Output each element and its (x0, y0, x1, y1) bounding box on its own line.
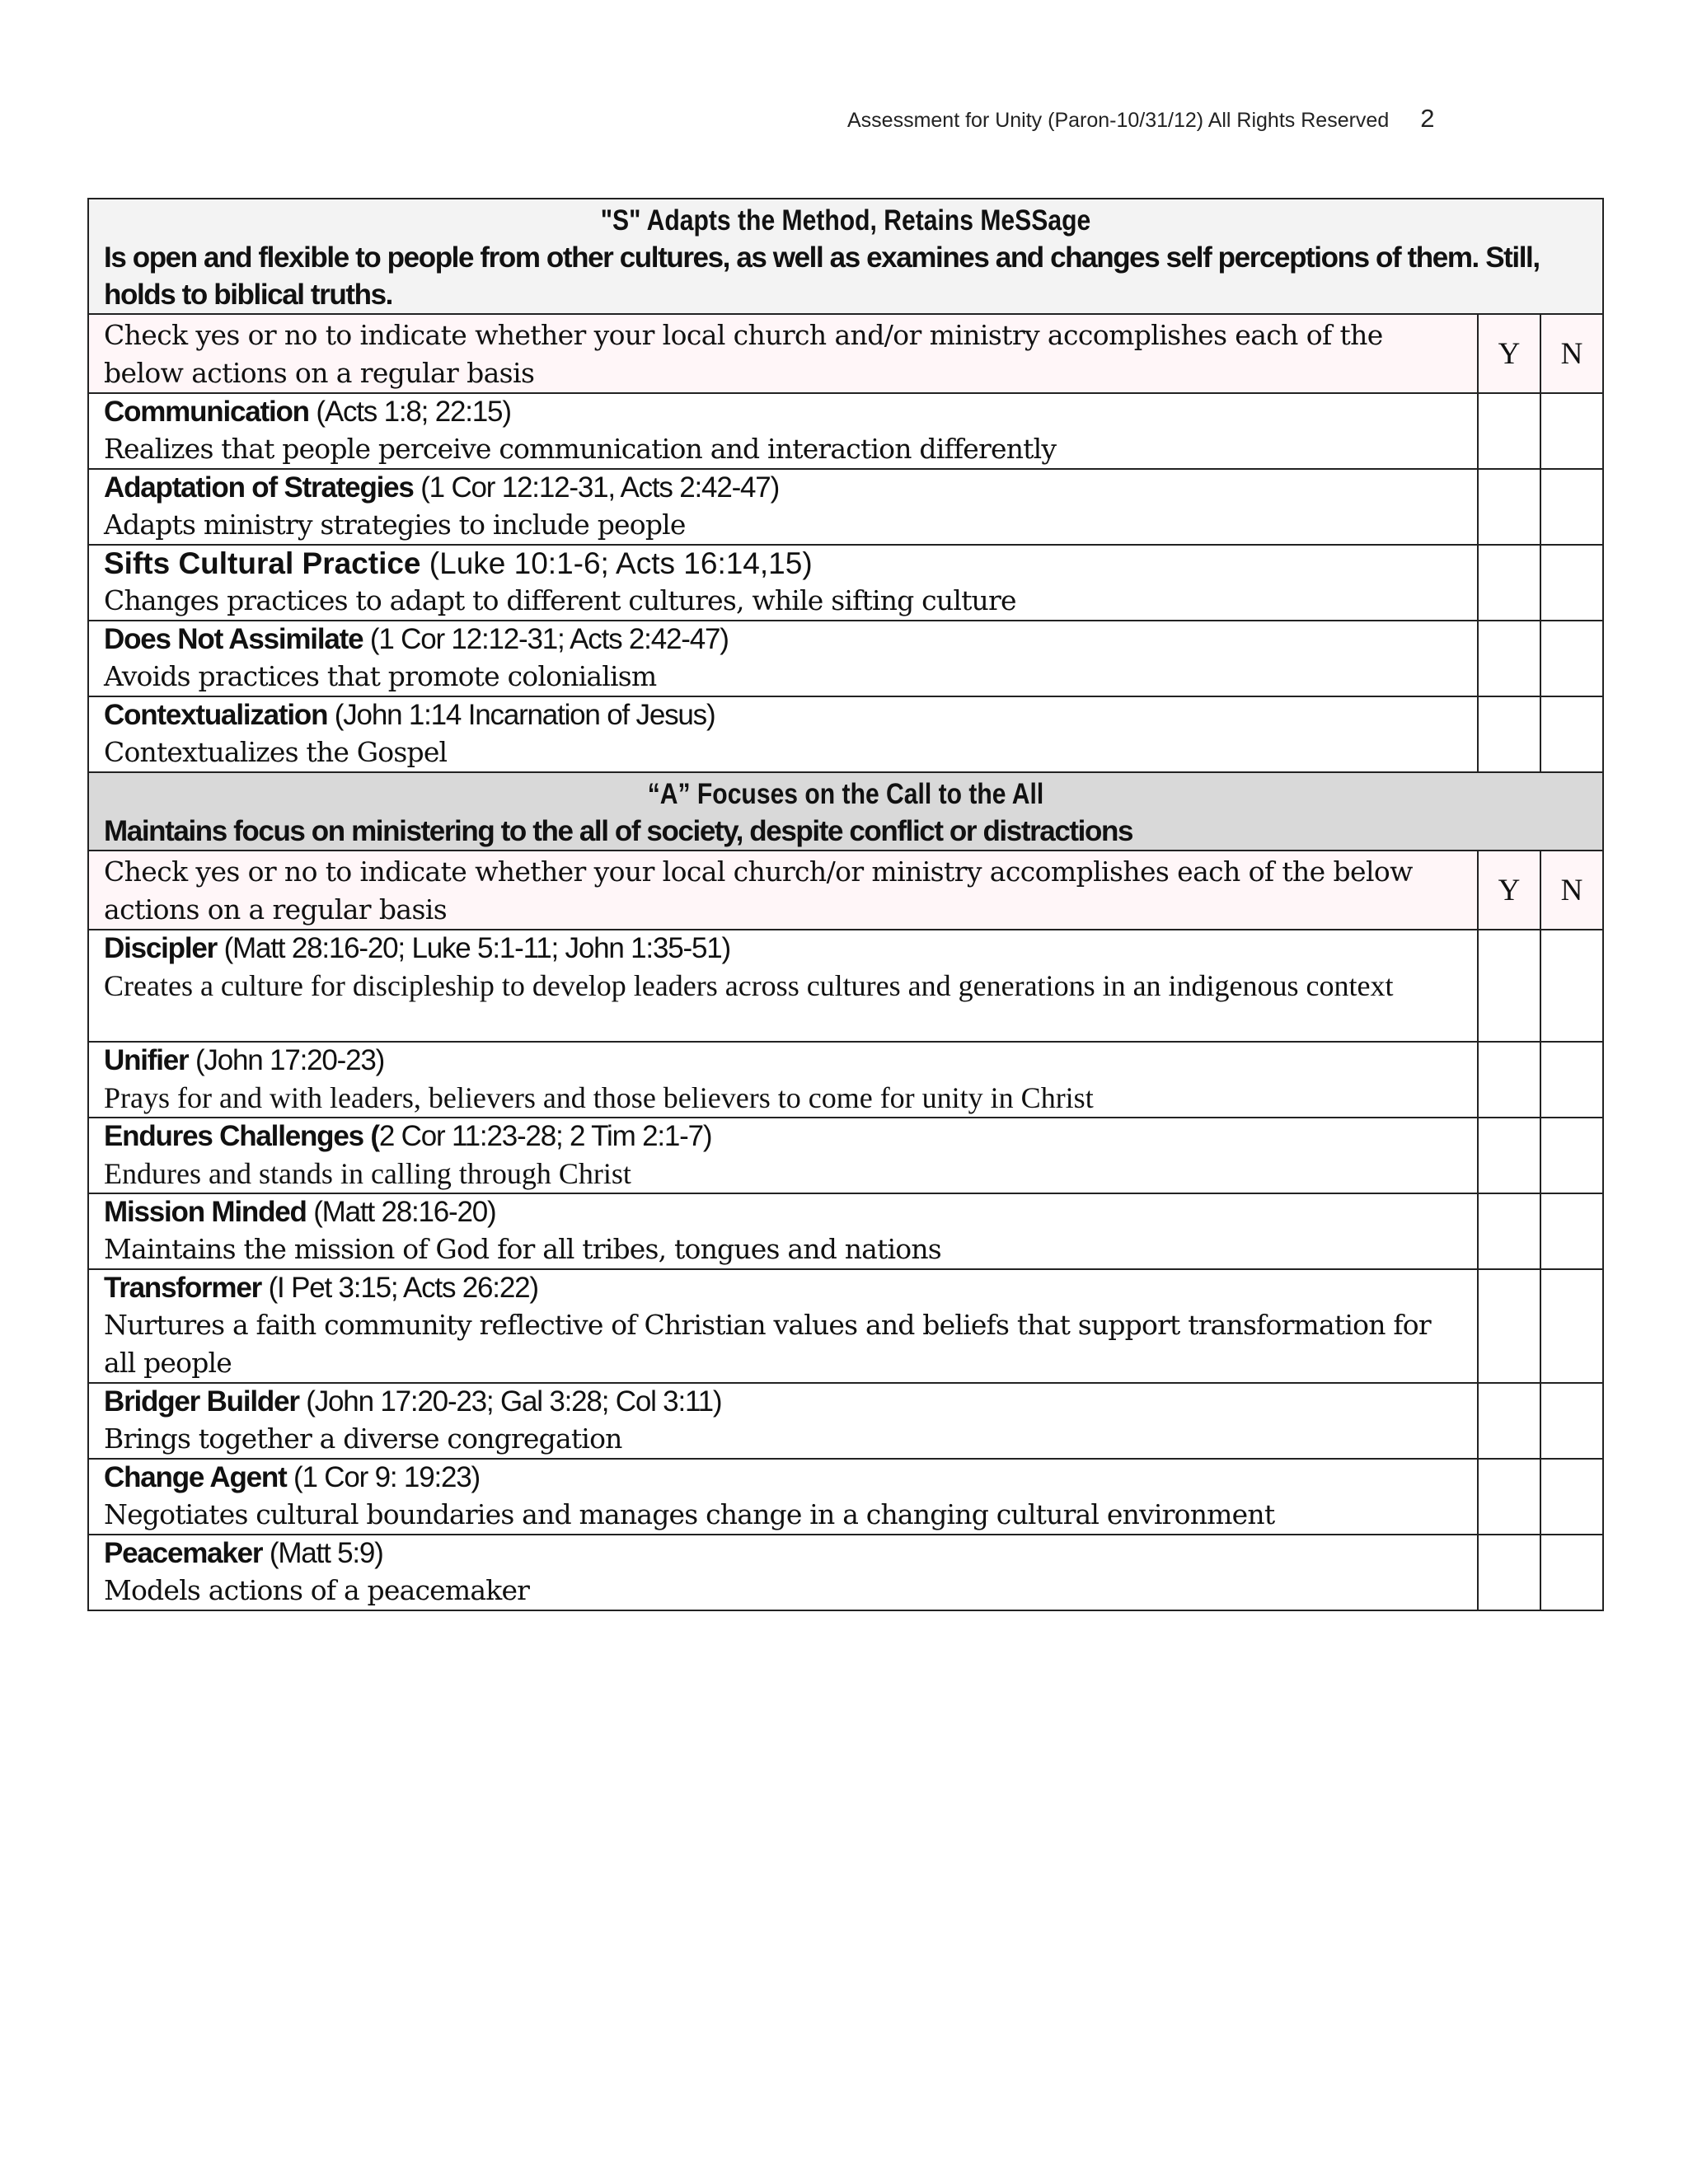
no-checkbox-cell[interactable] (1540, 545, 1603, 621)
no-checkbox-cell[interactable] (1540, 393, 1603, 469)
item-title: Transformer (I Pet 3:15; Acts 26:22) (104, 1272, 538, 1304)
item-title: Peacemaker (Matt 5:9) (104, 1537, 383, 1569)
section-header-s (88, 199, 1603, 314)
item-title: Change Agent (1 Cor 9: 19:23) (104, 1461, 480, 1493)
table-row (88, 545, 1603, 621)
no-checkbox-cell[interactable] (1540, 1269, 1603, 1383)
yes-checkbox-cell[interactable] (1478, 696, 1540, 772)
no-checkbox-cell[interactable] (1540, 1535, 1603, 1610)
instruction-row (88, 314, 1603, 393)
item-title: Sifts Cultural Practice (Luke 10:1-6; Acts 16:14,15) (104, 546, 813, 580)
section-title: “A” Focuses on the Call to the All (647, 778, 1044, 810)
item-title: Bridger Builder (John 17:20-23; Gal 3:28; Col 3:11) (104, 1385, 722, 1418)
yes-checkbox-cell[interactable] (1478, 545, 1540, 621)
no-checkbox-cell[interactable] (1540, 1042, 1603, 1118)
no-checkbox-cell[interactable] (1540, 1383, 1603, 1459)
table-row (88, 469, 1603, 545)
yes-checkbox-cell[interactable] (1478, 1118, 1540, 1193)
instruction-row (88, 851, 1603, 930)
instruction-text: Check yes or no to indicate whether your local church and/or ministry accomplishes each of the below actions on a regular basis (104, 319, 1383, 389)
section-title: "S" Adapts the Method, Retains MeSSage (600, 204, 1091, 237)
yes-checkbox-cell[interactable] (1478, 930, 1540, 1042)
no-checkbox-cell[interactable] (1540, 1193, 1603, 1269)
yes-checkbox-cell[interactable] (1478, 469, 1540, 545)
table-row (88, 1459, 1603, 1535)
assessment-table (87, 198, 1604, 1611)
yes-column-header: Y (1478, 314, 1540, 393)
yes-column-header: Y (1478, 851, 1540, 930)
item-title: Discipler (Matt 28:16-20; Luke 5:1-11; John 1:35-51) (104, 932, 730, 964)
item-description: Creates a culture for discipleship to develop leaders across cultures and generations in an indigenous context (104, 969, 1394, 1002)
page-header (847, 104, 1498, 134)
item-title: Adaptation of Strategies (1 Cor 12:12-31, Acts 2:42-47) (104, 471, 780, 504)
page-number: 2 (1420, 104, 1435, 133)
no-column-header: N (1540, 851, 1603, 930)
no-checkbox-cell[interactable] (1540, 469, 1603, 545)
item-description: Maintains the mission of God for all tribes, tongues and nations (104, 1233, 941, 1265)
table-row (88, 1383, 1603, 1459)
item-title: Mission Minded (Matt 28:16-20) (104, 1196, 496, 1228)
item-title: Contextualization (John 1:14 Incarnation of Jesus) (104, 699, 715, 731)
yes-checkbox-cell[interactable] (1478, 393, 1540, 469)
table-row (88, 696, 1603, 772)
item-description: Models actions of a peacemaker (104, 1574, 530, 1606)
item-description: Prays for and with leaders, believers and those believers to come for unity in Christ (104, 1081, 1094, 1114)
table-row (88, 1042, 1603, 1118)
table-row (88, 1535, 1603, 1610)
table-row (88, 621, 1603, 696)
no-checkbox-cell[interactable] (1540, 696, 1603, 772)
header-text: Assessment for Unity (Paron-10/31/12) All Rights Reserved (847, 109, 1390, 132)
item-description: Realizes that people perceive communication and interaction differently (104, 433, 1057, 465)
item-description: Brings together a diverse congregation (104, 1422, 622, 1455)
no-checkbox-cell[interactable] (1540, 1118, 1603, 1193)
item-description: Avoids practices that promote colonialism (104, 660, 657, 692)
item-title: Communication (Acts 1:8; 22:15) (104, 396, 511, 428)
table-row (88, 393, 1603, 469)
item-description: Contextualizes the Gospel (104, 736, 448, 768)
yes-checkbox-cell[interactable] (1478, 1383, 1540, 1459)
yes-checkbox-cell[interactable] (1478, 621, 1540, 696)
section-description: Maintains focus on ministering to the all of society, despite conflict or distractions (104, 815, 1133, 847)
item-description: Nurtures a faith community reflective of Christian values and beliefs that support transformation for all people (104, 1309, 1431, 1379)
no-column-header: N (1540, 314, 1603, 393)
no-checkbox-cell[interactable] (1540, 930, 1603, 1042)
no-checkbox-cell[interactable] (1540, 1459, 1603, 1535)
item-description: Negotiates cultural boundaries and manages change in a changing cultural environment (104, 1498, 1275, 1530)
table-row (88, 1118, 1603, 1193)
table-row (88, 930, 1603, 1042)
item-title: Unifier (John 17:20-23) (104, 1044, 385, 1076)
table-row (88, 1269, 1603, 1383)
instruction-text: Check yes or no to indicate whether your local church/or ministry accomplishes each of the below actions on a regular basis (104, 855, 1413, 926)
item-title: Does Not Assimilate (1 Cor 12:12-31; Acts 2:42-47) (104, 623, 729, 655)
section-header-a (88, 772, 1603, 851)
no-checkbox-cell[interactable] (1540, 621, 1603, 696)
section-description: Is open and flexible to people from other cultures, as well as examines and changes self perceptions of them. Still, holds to biblical truths. (104, 241, 1540, 311)
item-description: Endures and stands in calling through Christ (104, 1157, 631, 1190)
yes-checkbox-cell[interactable] (1478, 1535, 1540, 1610)
item-title: Endures Challenges (2 Cor 11:23-28; 2 Tim 2:1-7) (104, 1120, 712, 1152)
yes-checkbox-cell[interactable] (1478, 1269, 1540, 1383)
item-description: Changes practices to adapt to different cultures, while sifting culture (104, 584, 1016, 616)
yes-checkbox-cell[interactable] (1478, 1459, 1540, 1535)
item-description: Adapts ministry strategies to include people (104, 509, 686, 541)
table-row (88, 1193, 1603, 1269)
yes-checkbox-cell[interactable] (1478, 1193, 1540, 1269)
yes-checkbox-cell[interactable] (1478, 1042, 1540, 1118)
